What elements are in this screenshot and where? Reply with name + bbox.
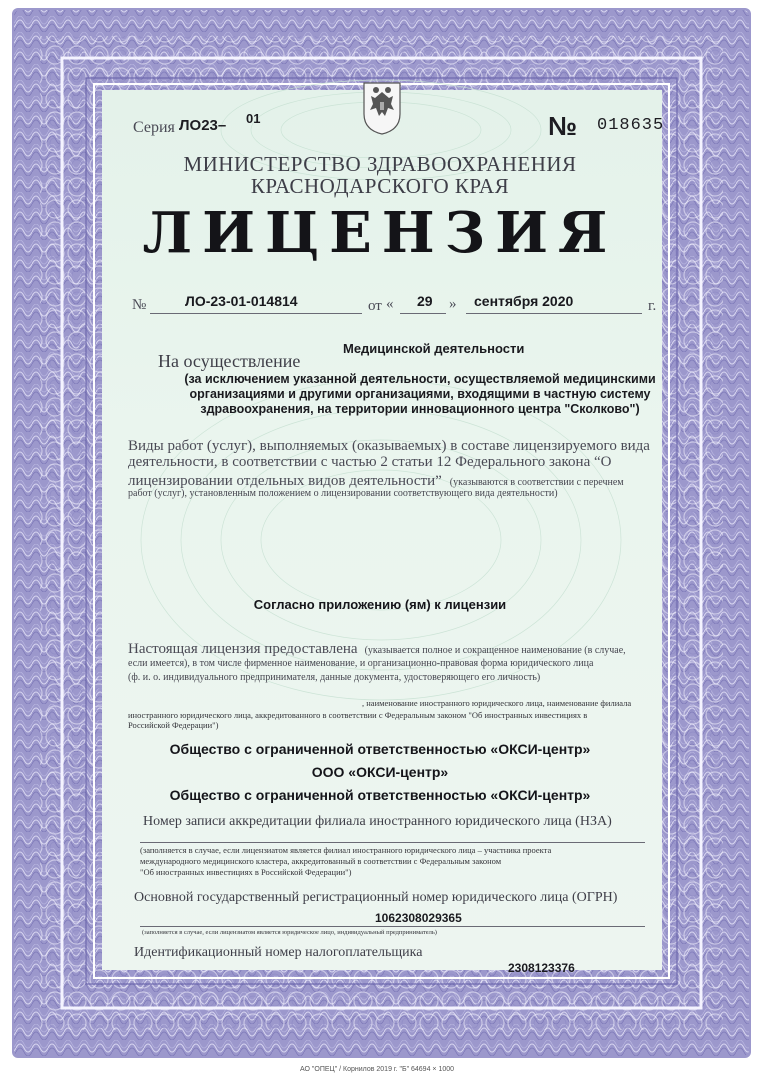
inn-label: Идентификационный номер налогоплательщика (134, 945, 423, 960)
organization-full-name: Общество с ограниченной ответственностью «ОКСИ-центр» (169, 741, 591, 757)
works-line-2: деятельности, в соответствии с частью 2 статьи 12 Федерального закона “О (128, 454, 612, 470)
inn-value: 2308123376 (508, 961, 575, 975)
works-annex: Согласно приложению (ям) к лицензии (253, 597, 507, 612)
provided-foreign-line-2: иностранного юридического лица, аккредитованного в соответствии с Федеральным законом "Об иностранных инвестициях в (128, 710, 588, 720)
organization-short-name: ООО «ОКСИ-центр» (311, 764, 449, 780)
license-number-label: № (132, 297, 147, 313)
document-title: ЛИЦЕНЗИЯ (142, 200, 618, 266)
ogrn-label: Основной государственный регистрационный номер юридического лица (ОГРН) (134, 890, 618, 905)
license-month-year: сентября 2020 (474, 293, 574, 309)
provided-line-1-note: (указывается полное и сокращенное наименование (в случае, (364, 645, 626, 656)
nza-label: Номер записи аккредитации филиала иностранного юридического лица (НЗА) (143, 814, 612, 829)
ogrn-value: 1062308029365 (375, 911, 462, 925)
works-line-3: лицензировании отдельных видов деятельности” (128, 473, 442, 489)
series-suffix: 01 (246, 111, 261, 126)
series-label: Серия (133, 119, 175, 136)
license-day: 29 (417, 293, 433, 309)
ministry-line-2: КРАСНОДАРСКОГО КРАЯ (250, 174, 510, 198)
printer-imprint: АО "ОПЕЦ" / Корнилов 2019 г. "Б" 64694 × 1000 (300, 1066, 455, 1073)
form-number: 018635 (597, 116, 665, 135)
works-line-1: Виды работ (услуг), выполняемых (оказываемых) в составе лицензируемого вида (128, 438, 650, 454)
activity-name: Медицинской деятельности (343, 341, 525, 356)
provided-line-1: Настоящая лицензия предоставлена (128, 641, 358, 657)
quote-close: » (449, 296, 457, 312)
year-suffix: г. (648, 298, 657, 314)
works-line-3-note: (указываются в соответствии с перечнем (449, 477, 624, 488)
works-line-4: работ (услуг), установленным положением о лицензировании соответствующего вида деятельности) (128, 488, 558, 499)
number-sign: № (548, 111, 577, 141)
activity-detail-line-2: организациями и другими организациями, входящими в частную систему (189, 387, 651, 401)
provided-foreign-line-3: Российской Федерации") (128, 720, 219, 730)
ministry-line-1: МИНИСТЕРСТВО ЗДРАВООХРАНЕНИЯ (183, 152, 577, 176)
quote-open: « (386, 296, 394, 312)
organization-brand-name: Общество с ограниченной ответственностью «ОКСИ-центр» (169, 787, 591, 803)
activity-detail-line-1: (за исключением указанной деятельности, осуществляемой медицинскими (184, 372, 656, 386)
provided-line-1-row (128, 640, 668, 658)
license-from-label: от (368, 298, 382, 314)
coat-of-arms-emblem (361, 80, 403, 136)
activity-label: На осуществление (158, 351, 301, 371)
license-number: ЛО-23-01-014814 (185, 293, 298, 309)
nza-note-2: международного медицинского кластера, аккредитованный в соответствии с Федеральным законом (140, 856, 502, 866)
provided-line-2: если имеется), в том числе фирменное наименование, и организационно-правовая форма юридического лица (128, 658, 594, 669)
nza-note-3: "Об иностранных инвестициях в Российской Федерации") (140, 867, 352, 877)
series-value: ЛО23– (179, 117, 227, 134)
provided-foreign-line-1: , наименование иностранного юридического лица, наименование филиала (362, 698, 632, 708)
activity-detail (175, 372, 665, 417)
ogrn-note: (заполняется в случае, если лицензиатом является юридическое лицо, индивидуальный предприниматель) (142, 929, 437, 936)
nza-note-1: (заполняется в случае, если лицензиатом является филиал иностранного юридического лица – участника проекта (140, 845, 552, 855)
provided-line-3: (ф. и. о. индивидуального предпринимателя, данные документа, удостоверяющего его личность) (128, 672, 541, 683)
activity-detail-line-3: здравоохранения, на территории инновационного центра "Сколково") (200, 402, 640, 416)
